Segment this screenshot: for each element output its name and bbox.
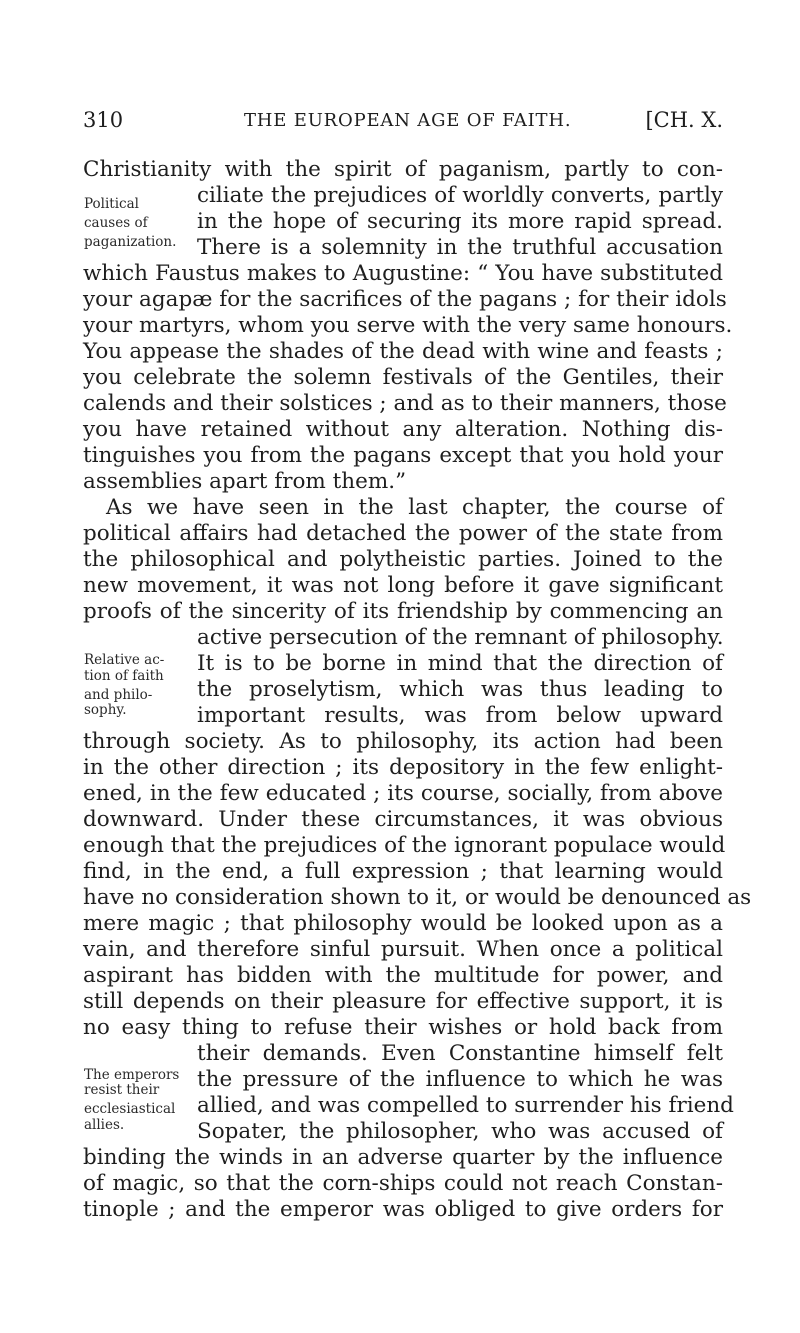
- text-line: their demands. Even Constantine himself felt: [197, 1041, 723, 1066]
- text-line: in the hope of securing its more rapid spread.: [197, 209, 723, 234]
- text-line: mere magic ; that philosophy would be looked upon as a: [83, 911, 723, 936]
- text-line: vain, and therefore sinful pursuit. When once a political: [83, 937, 723, 962]
- text-line: find, in the end, a full expression ; that learning would: [83, 859, 723, 884]
- side-note-line: and philo-: [84, 687, 153, 703]
- side-note-line: resist their: [84, 1082, 160, 1098]
- text-line: There is a solemnity in the truthful accusation: [197, 235, 723, 260]
- side-note-line: sophy.: [84, 702, 127, 718]
- text-line: the philosophical and polytheistic parties. Joined to the: [83, 547, 723, 572]
- text-line: binding the winds in an adverse quarter by the influence: [83, 1145, 723, 1170]
- text-line: enough that the prejudices of the ignorant populace would: [83, 833, 726, 858]
- side-note-line: causes of: [84, 215, 148, 231]
- text-line: your martyrs, whom you serve with the very same honours.: [83, 313, 733, 338]
- text-line: assemblies apart from them.”: [83, 469, 407, 494]
- text-line: active persecution of the remnant of philosophy.: [197, 625, 724, 650]
- text-line: political affairs had detached the power of the state from: [83, 521, 723, 546]
- text-line: ciliate the prejudices of worldly converts, partly: [197, 183, 723, 208]
- text-line: tinople ; and the emperor was obliged to give orders for: [83, 1197, 723, 1222]
- side-note-line: The emperors: [84, 1067, 180, 1083]
- text-line: no easy thing to refuse their wishes or hold back from: [83, 1015, 723, 1040]
- side-note-line: allies.: [84, 1117, 125, 1133]
- text-line: Christianity with the spirit of paganism, partly to con-: [83, 157, 723, 182]
- text-line: Sopater, the philosopher, who was accused of: [197, 1119, 723, 1144]
- text-line: You appease the shades of the dead with wine and feasts ;: [83, 339, 723, 364]
- text-line: of magic, so that the corn-ships could not reach Constan-: [83, 1171, 723, 1196]
- text-line: in the other direction ; its depository in the few enlight-: [83, 755, 723, 780]
- text-line: allied, and was compelled to surrender his friend: [197, 1093, 734, 1118]
- side-note-line: ecclesiastical: [84, 1101, 176, 1117]
- text-line: through society. As to philosophy, its action had been: [83, 729, 723, 754]
- side-note-line: Relative ac-: [84, 652, 165, 668]
- text-line: calends and their solstices ; and as to their manners, those: [83, 391, 727, 416]
- text-line: have no consideration shown to it, or would be denounced as: [83, 885, 752, 910]
- text-line: you celebrate the solemn festivals of the Gentiles, their: [83, 365, 723, 390]
- running-title: THE EUROPEAN AGE OF FAITH.: [244, 110, 572, 131]
- text-line: important results, was from below upward: [197, 703, 723, 728]
- text-line: aspirant has bidden with the multitude for power, and: [83, 963, 723, 988]
- chapter-marker: [CH. X.: [645, 108, 723, 132]
- text-line: ened, in the few educated ; its course, socially, from above: [83, 781, 723, 806]
- side-note-line: Political: [84, 196, 139, 212]
- text-line: the pressure of the influence to which he was: [197, 1067, 723, 1092]
- page-number: 310: [83, 108, 124, 132]
- side-note-line: tion of faith: [84, 668, 164, 684]
- text-line: tinguishes you from the pagans except that you hold your: [83, 443, 723, 468]
- text-line: which Faustus makes to Augustine: “ You have substituted: [83, 261, 723, 286]
- text-line: downward. Under these circumstances, it was obvious: [83, 807, 723, 832]
- text-line: new movement, it was not long before it gave significant: [83, 573, 723, 598]
- text-line: the proselytism, which was thus leading to: [197, 677, 723, 702]
- text-line: you have retained without any alteration. Nothing dis-: [83, 417, 723, 442]
- text-line: As we have seen in the last chapter, the course of: [106, 495, 723, 520]
- text-line: your agapæ for the sacrifices of the pagans ; for their idols: [83, 287, 727, 312]
- page-header: [83, 108, 723, 138]
- text-line: It is to be borne in mind that the direction of: [197, 651, 723, 676]
- side-note-line: paganization.: [84, 234, 177, 250]
- text-line: proofs of the sincerity of its friendship by commencing an: [83, 599, 723, 624]
- text-line: still depends on their pleasure for effective support, it is: [83, 989, 723, 1014]
